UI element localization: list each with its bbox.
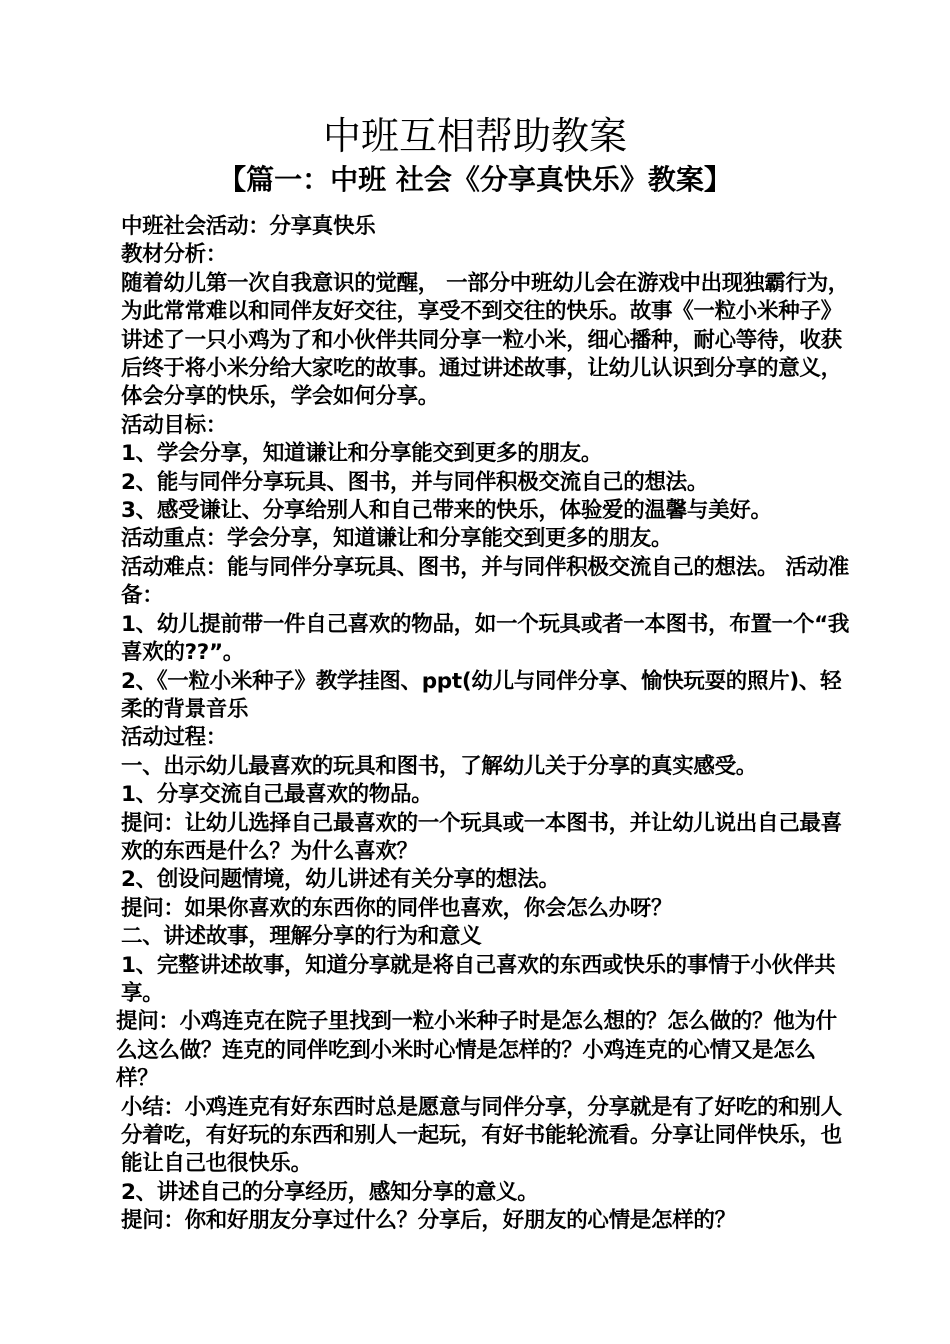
paragraph-prep-1: 1、幼儿提前带一件自己喜欢的物品，如一个玩具或者一本图书，布置一个“我喜欢的??”。 [121,611,850,666]
paragraph-question-2: 提问：如果你喜欢的东西你的同伴也喜欢，你会怎么办呀？ [121,895,673,921]
paragraph-step-2: 二、讲述故事，理解分享的行为和意义 [121,924,482,950]
paragraph-step-2-1: 1、完整讲述故事，知道分享就是将自己喜欢的东西或快乐的事情于小伙伴共享。 [121,952,836,1006]
paragraph-material-analysis-heading: 教材分析： [121,242,228,268]
paragraph-question-4: 提问：你和好朋友分享过什么？分享后，好朋友的心情是怎样的？ [121,1208,736,1234]
paragraph-key-point: 活动重点：学会分享，知道谦让和分享能交到更多的朋友。 [121,526,673,552]
paragraph-step-1: 一、出示幼儿最喜欢的玩具和图书，了解幼儿关于分享的真实感受。 [121,753,758,779]
paragraph-summary: 小结：小鸡连克有好东西时总是愿意与同伴分享，分享就是有了好吃的和别人分着吃，有好玩的东西和别人一起玩，有好书能轮流看。分享让同伴快乐，也能让自己也很快乐。 [121,1094,842,1177]
paragraph-goal-1: 1、学会分享，知道谦让和分享能交到更多的朋友。 [121,441,603,467]
document-title: 中班互相帮助教案 [322,114,627,158]
paragraph-goal-3: 3、感受谦让、分享给别人和自己带来的快乐，体验爱的温馨与美好。 [121,498,772,524]
paragraph-question-1: 提问：让幼儿选择自己最喜欢的一个玩具或一本图书，并让幼儿说出自己最喜欢的东西是什么？为什么喜欢？ [121,810,842,864]
paragraph-difficulty-and-prep: 活动难点：能与同伴分享玩具、图书，并与同伴积极交流自己的想法。 活动准备： [121,554,849,609]
paragraph-question-3: 提问：小鸡连克在院子里找到一粒小米种子时是怎么想的？怎么做的？他为什么这么做？连克的同伴吃到小米时心情是怎样的？小鸡连克的心情又是怎么样？ [116,1009,837,1092]
paragraph-goal-2: 2、能与同伴分享玩具、图书，并与同伴积极交流自己的想法。 [121,469,709,495]
paragraph-step-2-2: 2、讲述自己的分享经历，感知分享的意义。 [121,1179,539,1205]
paragraph-step-1-2: 2、创设问题情境，幼儿讲述有关分享的想法。 [121,867,560,893]
paragraph-process-heading: 活动过程： [121,725,228,751]
document-subtitle: 【篇一：中班 社会《分享真快乐》教案】 [218,163,732,196]
paragraph-step-1-1: 1、分享交流自己最喜欢的物品。 [121,782,433,808]
paragraph-goals-heading: 活动目标： [121,412,228,438]
paragraph-material-analysis: 随着幼儿第一次自我意识的觉醒， 一部分中班幼儿会在游戏中出现独霸行为，为此常常难以和同伴友好交往，享受不到交往的快乐。故事《一粒小米种子》讲述了一只小鸡为了和小伙伴共同分享一粒小米，细心播种，耐心等待，收获后终于将小米分给大家吃的故事。通过讲述故事，让幼儿认识到分享的意义，体会分享的快乐，学会如何分享。 [121,270,849,410]
paragraph-activity-name: 中班社会活动：分享真快乐 [121,214,376,239]
document-body [116,213,852,1236]
paragraph-prep-2: 2、《一粒小米种子》教学挂图、ppt(幼儿与同伴分享、愉快玩耍的照片)、轻柔的背景音乐 [121,668,842,722]
